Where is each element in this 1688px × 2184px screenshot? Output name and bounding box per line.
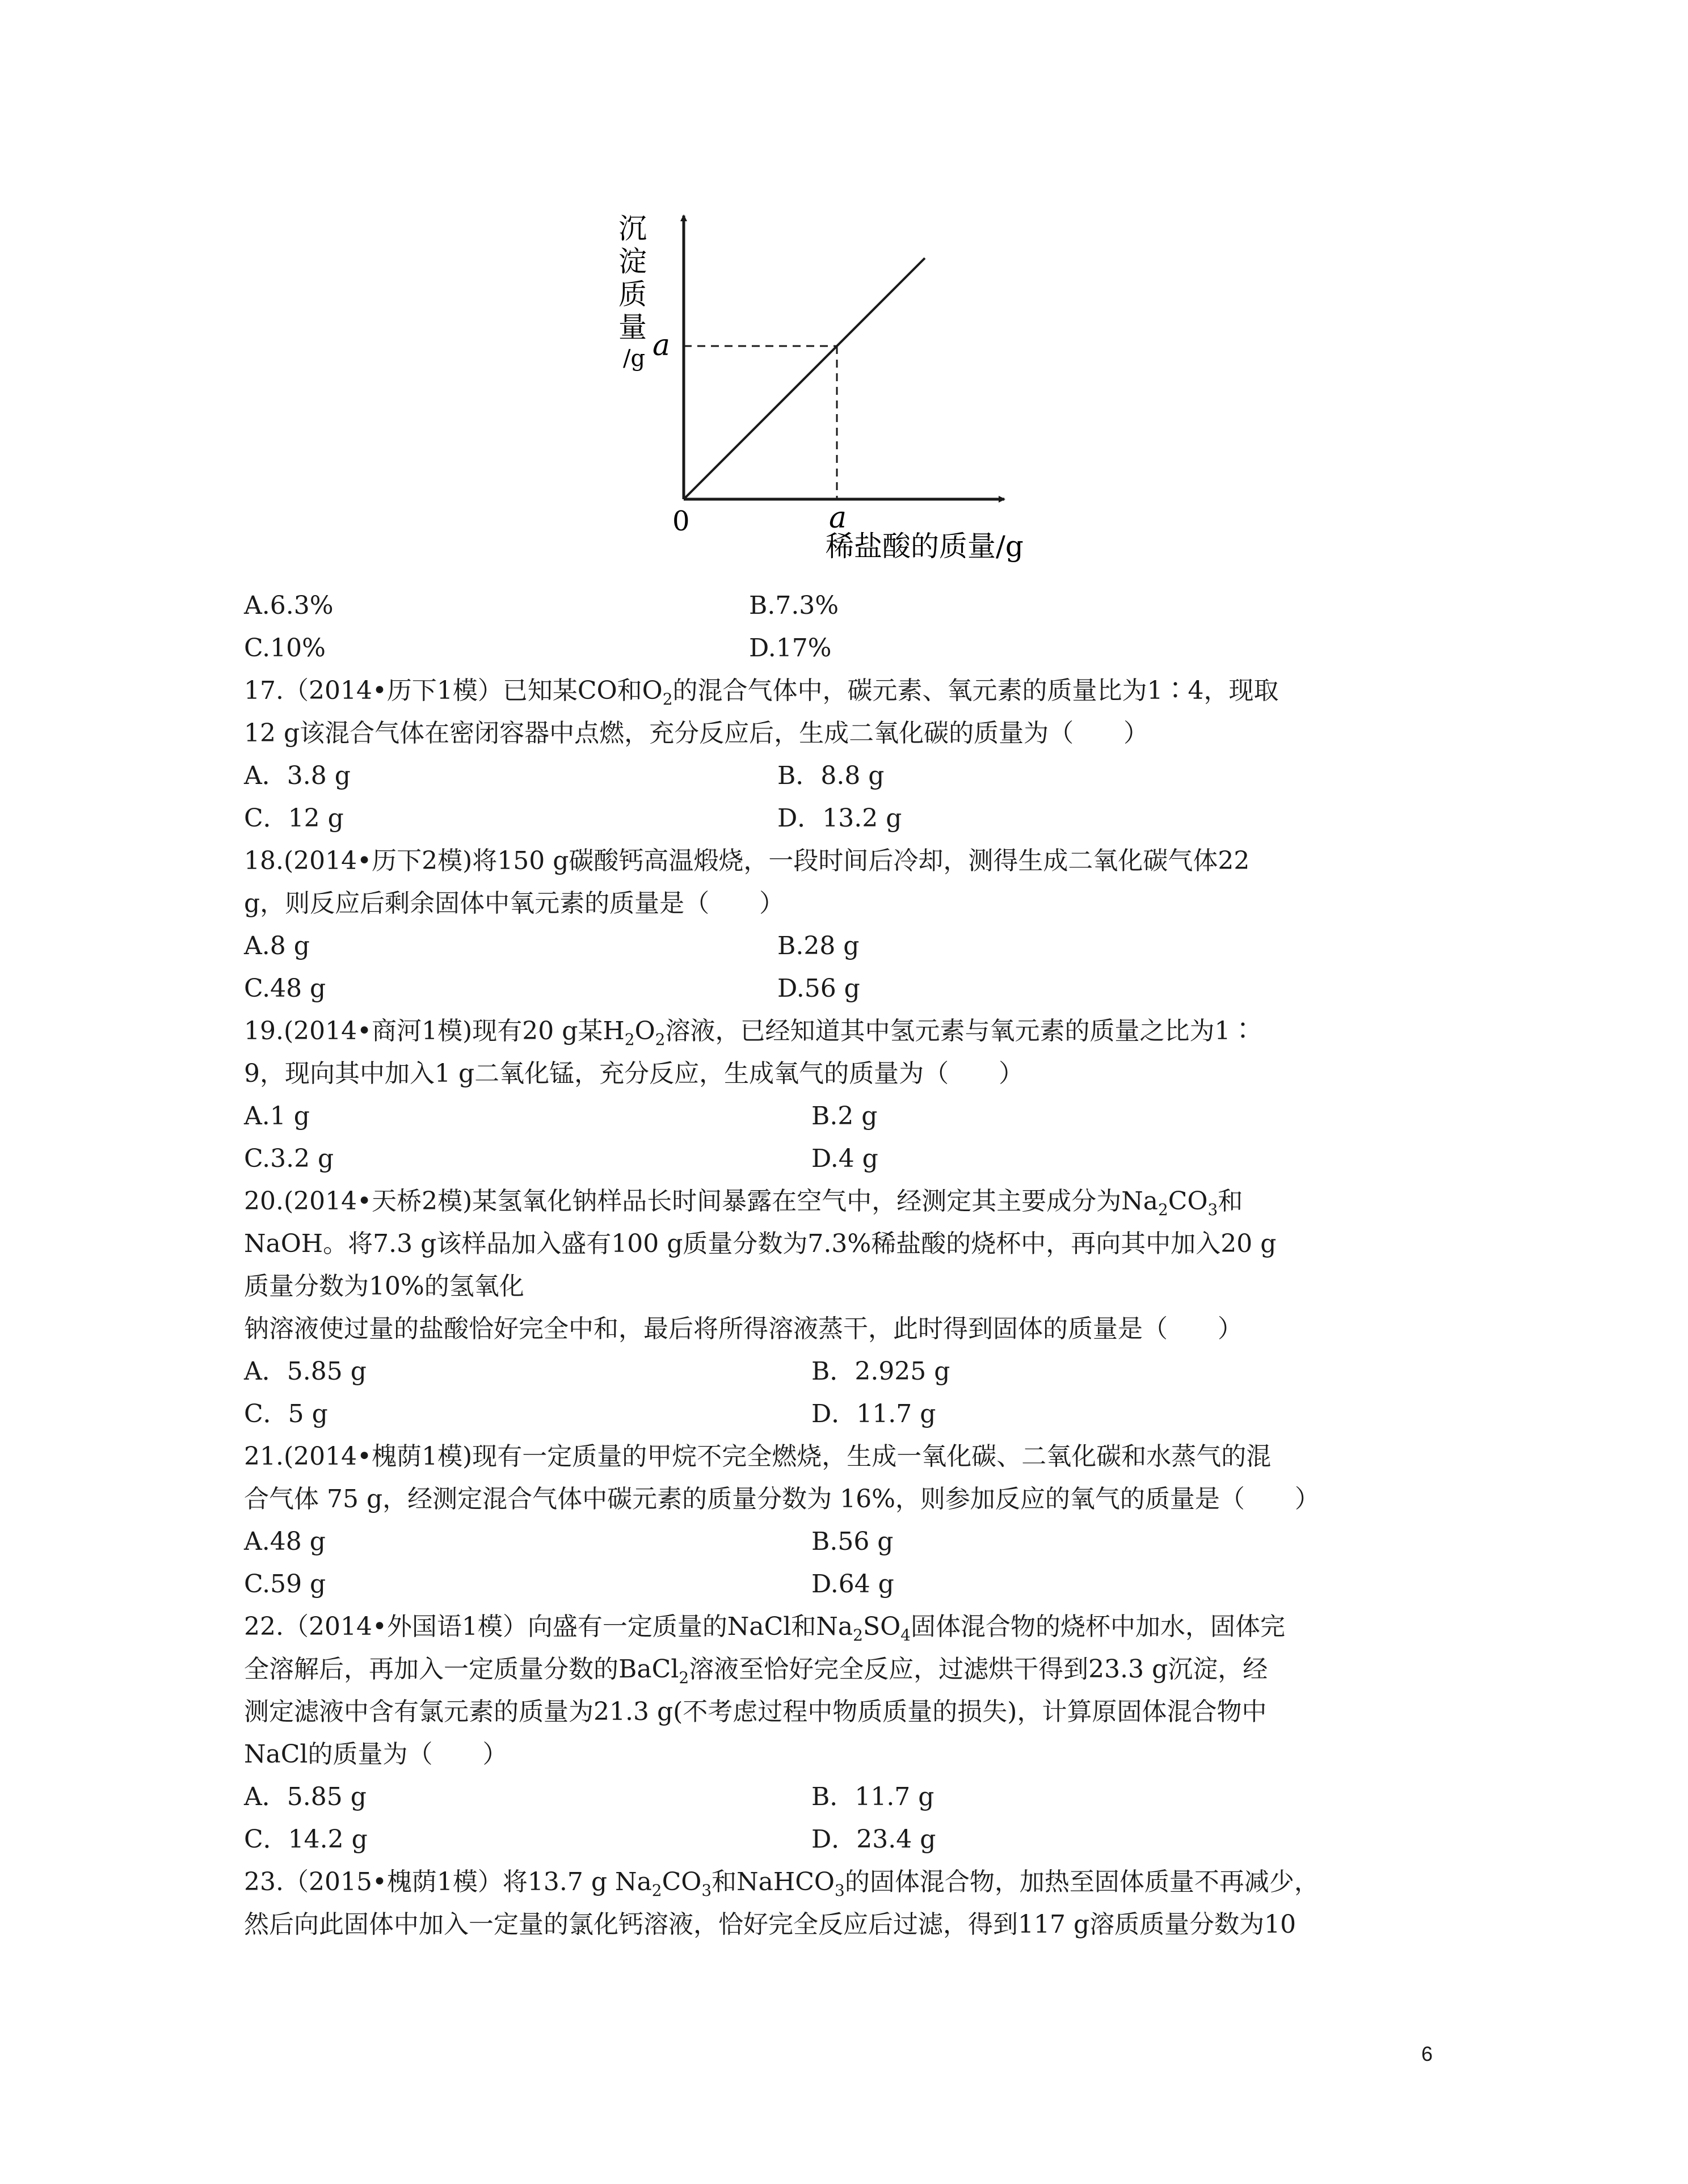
precipitate-mass-chart bbox=[607, 204, 1061, 573]
q17-option-d: D．13.2 g bbox=[777, 804, 902, 833]
q21-option-d: D.64 g bbox=[811, 1570, 894, 1599]
q17-text: 17.（2014•历下1模）已知某CO和O bbox=[244, 676, 663, 705]
q16-options-row-2 bbox=[244, 627, 1475, 669]
q23-stem-line-1 bbox=[244, 1861, 1475, 1903]
q18-options-row-2 bbox=[244, 967, 1475, 1010]
q17-stem-line-1 bbox=[244, 669, 1475, 712]
q22-text: SO bbox=[862, 1612, 901, 1641]
q22-option-d: D．23.4 g bbox=[811, 1825, 936, 1854]
q19-text: O bbox=[634, 1017, 655, 1045]
q19-text: 19.(2014•商河1模)现有20 g某H bbox=[244, 1017, 625, 1045]
q23-text: 23.（2015•槐荫1模）将13.7 g Na bbox=[244, 1867, 652, 1896]
q19-options-row-2 bbox=[244, 1137, 1475, 1180]
series-line bbox=[684, 258, 925, 499]
q18-option-d: D.56 g bbox=[777, 974, 860, 1003]
q20-stem-line-1 bbox=[244, 1180, 1475, 1222]
q20-text: 20.(2014•天桥2模)某氢氧化钠样品长时间暴露在空气中，经测定其主要成分为Na bbox=[244, 1187, 1158, 1216]
q22-options-row-1 bbox=[244, 1776, 1475, 1818]
q16-option-d: D.17% bbox=[749, 634, 832, 663]
q20-option-a: A．5.85 g bbox=[244, 1357, 367, 1386]
q22-stem-line-4: NaCl的质量为（ ） bbox=[244, 1740, 508, 1769]
q16-option-c: C.10% bbox=[244, 634, 326, 663]
q20-stem-line-2: NaOH。将7.3 g该样品加入盛有100 g质量分数为7.3%稀盐酸的烧杯中，再向其中加入20 g bbox=[244, 1229, 1277, 1258]
q20-text: 和 bbox=[1218, 1187, 1243, 1216]
origin-label: 0 bbox=[672, 505, 690, 537]
q16-option-b: B.7.3% bbox=[749, 591, 839, 620]
q22-subscript: 2 bbox=[853, 1625, 863, 1645]
q20-subscript: 3 bbox=[1207, 1200, 1218, 1219]
q22-text: 22.（2014•外国语1模）向盛有一定质量的NaCl和Na bbox=[244, 1612, 853, 1641]
q17-option-a: A．3.8 g bbox=[244, 761, 351, 790]
q16-options-row-1 bbox=[244, 584, 1475, 627]
q16-option-a: A.6.3% bbox=[244, 591, 334, 620]
q17-subscript: 2 bbox=[662, 689, 673, 709]
q21-options-row-1 bbox=[244, 1520, 1475, 1563]
y-axis-label: 沉 淀 质 量 /g bbox=[618, 212, 647, 372]
q21-option-c: C.59 g bbox=[244, 1570, 326, 1599]
q21-option-a: A.48 g bbox=[244, 1527, 326, 1556]
q18-option-b: B.28 g bbox=[777, 931, 860, 960]
q22-stem-line-2 bbox=[244, 1648, 1475, 1690]
q21-options-row-2 bbox=[244, 1563, 1475, 1605]
q22-option-b: B．11.7 g bbox=[811, 1782, 934, 1811]
q22-option-a: A．5.85 g bbox=[244, 1782, 367, 1811]
q19-text: 溶液，已经知道其中氢元素与氧元素的质量之比为1∶ bbox=[665, 1017, 1256, 1045]
q23-subscript: 3 bbox=[701, 1881, 712, 1900]
q23-stem-line-2: 然后向此固体中加入一定量的氯化钙溶液，恰好完全反应后过滤，得到117 g溶质质量分数为10 bbox=[244, 1910, 1296, 1939]
q22-options-row-2 bbox=[244, 1818, 1475, 1861]
q18-stem-line-1: 18.(2014•历下2模)将150 g碳酸钙高温煅烧，一段时间后冷却，测得生成二氧化碳气体22 bbox=[244, 846, 1250, 875]
q23-subscript: 2 bbox=[651, 1881, 662, 1900]
q19-options-row-1 bbox=[244, 1095, 1475, 1137]
q21-stem-line-2: 合气体 75 g，经测定混合气体中碳元素的质量分数为 16%，则参加反应的氧气的质量是（ ） bbox=[244, 1485, 1320, 1513]
q20-stem-line-3: 质量分数为10%的氢氧化 bbox=[244, 1272, 524, 1301]
q19-stem-line-2: 9，现向其中加入1 g二氧化锰，充分反应，生成氧气的质量为（ ） bbox=[244, 1059, 1024, 1088]
q20-option-c: C．5 g bbox=[244, 1399, 328, 1428]
q23-text: CO bbox=[662, 1867, 702, 1896]
q22-text: 固体混合物的烧杯中加水，固体完 bbox=[910, 1612, 1285, 1641]
q17-text: 的混合气体中，碳元素、氧元素的质量比为1∶4，现取 bbox=[672, 676, 1279, 705]
q23-text: 的固体混合物，加热至固体质量不再减少， bbox=[844, 1867, 1319, 1896]
q20-text: CO bbox=[1168, 1187, 1208, 1216]
q22-subscript: 4 bbox=[900, 1625, 911, 1645]
q22-subscript: 2 bbox=[679, 1668, 689, 1687]
q19-option-a: A.1 g bbox=[244, 1102, 310, 1131]
x-tick-label: a bbox=[829, 501, 847, 535]
q19-stem-line-1 bbox=[244, 1010, 1475, 1052]
q19-subscript: 2 bbox=[655, 1030, 666, 1049]
q17-option-c: C．12 g bbox=[244, 804, 344, 833]
q22-option-c: C．14.2 g bbox=[244, 1825, 368, 1854]
q23-text: 和NaHCO bbox=[712, 1867, 835, 1896]
q19-option-b: B.2 g bbox=[811, 1102, 878, 1131]
q19-option-d: D.4 g bbox=[811, 1144, 878, 1173]
question-list bbox=[244, 584, 1475, 1946]
page-number: 6 bbox=[1421, 2042, 1433, 2065]
q18-option-c: C.48 g bbox=[244, 974, 326, 1003]
chart-svg bbox=[607, 204, 1061, 573]
q18-option-a: A.8 g bbox=[244, 931, 310, 960]
q21-stem-line-1: 21.(2014•槐荫1模)现有一定质量的甲烷不完全燃烧，生成一氧化碳、二氧化碳和水蒸气的混 bbox=[244, 1442, 1272, 1471]
q18-options-row-1 bbox=[244, 925, 1475, 967]
q22-text: 全溶解后，再加入一定质量分数的BaCl bbox=[244, 1655, 679, 1684]
q18-stem-line-2: g，则反应后剩余固体中氧元素的质量是（ ） bbox=[244, 889, 785, 918]
x-axis-label: 稀盐酸的质量/g bbox=[826, 530, 1024, 563]
q20-option-d: D．11.7 g bbox=[811, 1399, 936, 1428]
q23-subscript: 3 bbox=[835, 1881, 845, 1900]
q17-stem-line-2: 12 g该混合气体在密闭容器中点燃，充分反应后，生成二氧化碳的质量为（ ） bbox=[244, 719, 1149, 748]
q17-option-b: B．8.8 g bbox=[777, 761, 885, 790]
q17-options-row-2 bbox=[244, 797, 1475, 840]
q20-option-b: B．2.925 g bbox=[811, 1357, 950, 1386]
q17-options-row-1 bbox=[244, 754, 1475, 797]
q22-stem-line-3: 测定滤液中含有氯元素的质量为21.3 g(不考虑过程中物质质量的损失)，计算原固体混合物中 bbox=[244, 1697, 1267, 1726]
y-tick-label: a bbox=[653, 328, 671, 362]
q22-stem-line-1 bbox=[244, 1605, 1475, 1648]
q20-options-row-1 bbox=[244, 1350, 1475, 1393]
q20-subscript: 2 bbox=[1157, 1200, 1168, 1219]
q21-option-b: B.56 g bbox=[811, 1527, 894, 1556]
q20-stem-line-4: 钠溶液使过量的盐酸恰好完全中和，最后将所得溶液蒸干，此时得到固体的质量是（ ） bbox=[244, 1314, 1243, 1343]
q19-subscript: 2 bbox=[624, 1030, 635, 1049]
q22-text: 溶液至恰好完全反应，过滤烘干得到23.3 g沉淀，经 bbox=[689, 1655, 1268, 1684]
q20-options-row-2 bbox=[244, 1393, 1475, 1435]
q19-option-c: C.3.2 g bbox=[244, 1144, 334, 1173]
